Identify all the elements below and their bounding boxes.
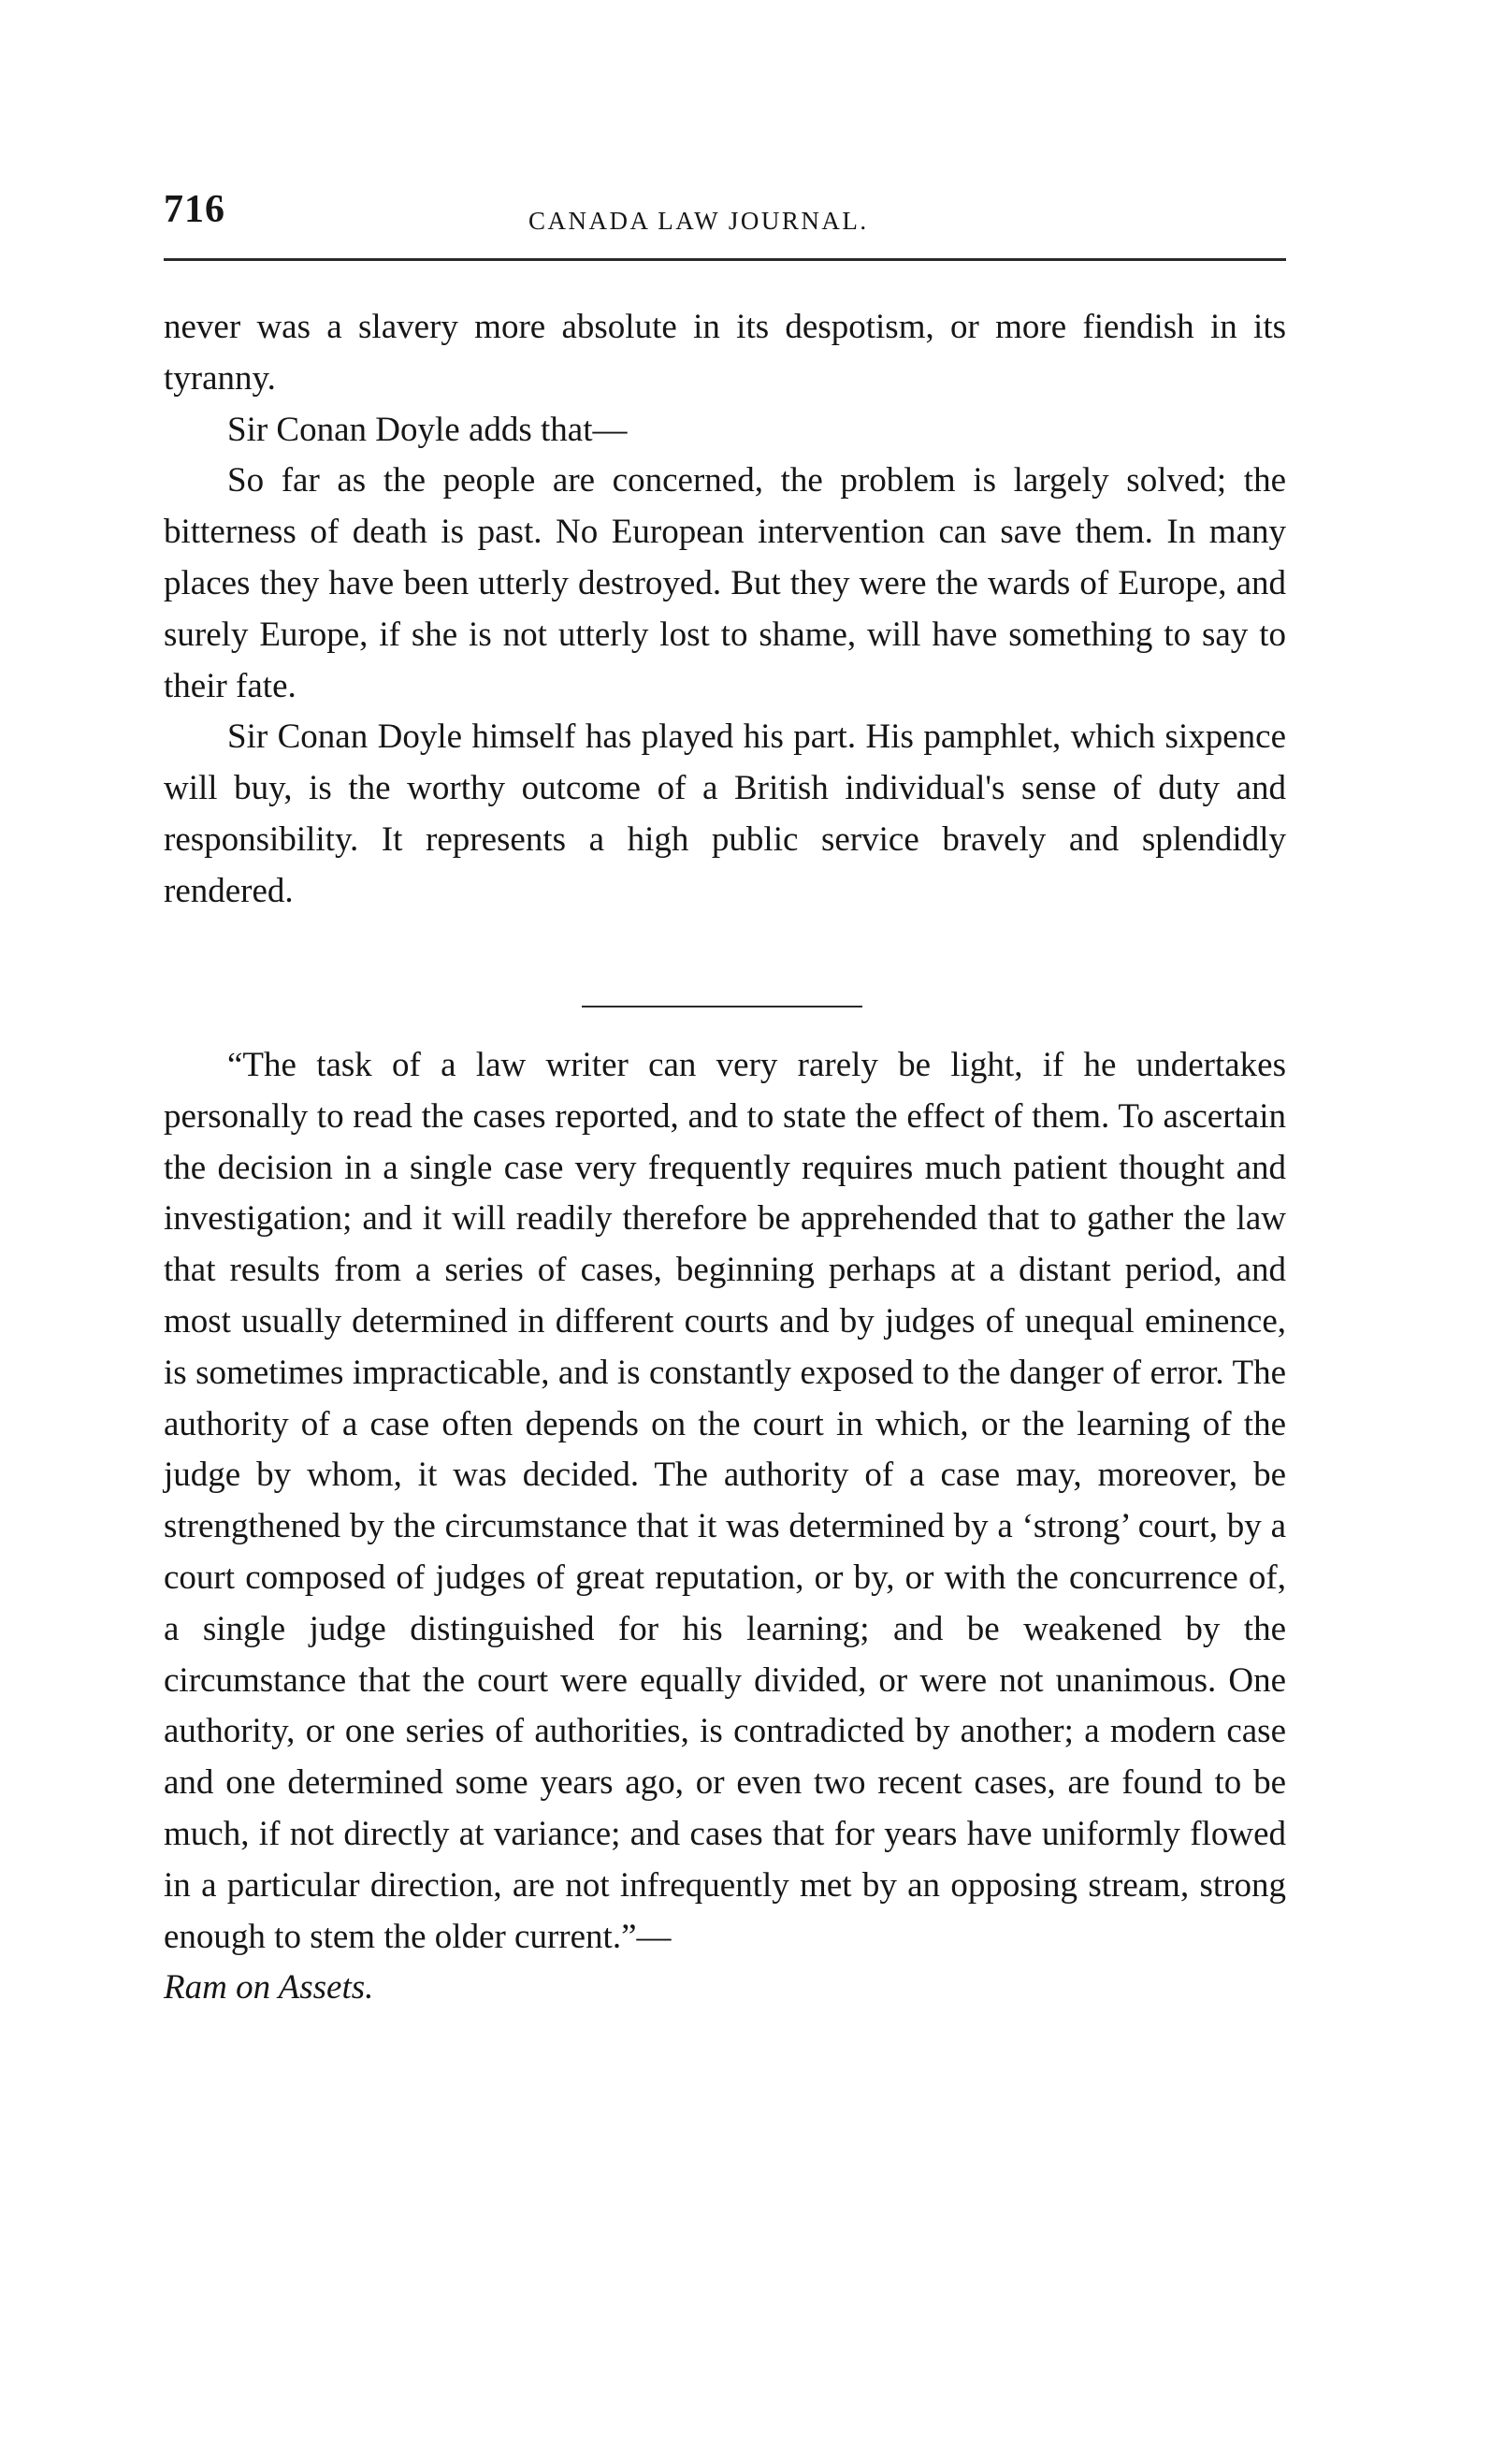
quote-text: “The task of a law writer can very rarely be light, if he undertakes personally to read the cases reported, and to state the effect of them. To ascertain the decision in a single case very frequently requires much patient thought and investigation; and it will readily therefore be apprehended that to gather the law that results from a series of cases, beginning perhaps at a distant period, and most usually determined in different courts and by judges of unequal eminence, is sometimes impracticable, and is constantly exposed to the danger of error. The authority of a case often depends on the court in which, or the learning of the judge by whom, it was decided. The authority of a case may, moreover, be strengthened by the circumstance that it was determined by a ‘strong’ court, by a court composed of judges of great reputation, or by, or with the concurrence of, a single judge distinguished for his learning; and be weakened by the circumstance that the court were equally divided, or were not unanimous. One authority, or one series of authorities, is contradicted by another; a modern case and one determined some years ago, or even two recent cases, are found to be much, if not directly at variance; and cases that for years have uniformly flowed in a particular direction, are not infrequently met by an opposing stream, strong enough to stem the older current.”—: [164, 1046, 1286, 1956]
paragraph-attribution: Sir Conan Doyle adds that—: [227, 410, 628, 449]
law-writer-quote: [164, 1040, 1286, 2014]
page-number: 716: [164, 188, 225, 231]
quote-citation: Ram on Assets.: [164, 1968, 374, 2007]
section-divider: [582, 1006, 862, 1007]
quote-paragraph: [164, 1040, 1286, 2014]
paragraph-quotation: So far as the people are concerned, the problem is largely solved; the bitterness of death is past. No European intervention can save them. In many places they have been utterly destroyed. But they were the wards of Europe, and surely Europe, if she is not utterly lost to shame, will have something to say to their fate.: [164, 461, 1286, 705]
header-rule: [164, 258, 1286, 261]
paragraph-closing: Sir Conan Doyle himself has played his part. His pamphlet, which sixpence will buy, is the worthy outcome of a British individual's sense of duty and responsibility. It represents a high public service bravely and splendidly rendered.: [164, 717, 1286, 910]
paragraph-continued: never was a slavery more absolute in its despotism, or more fiendish in its tyranny.: [164, 308, 1286, 398]
article-continuation: [164, 302, 1286, 918]
running-head: CANADA LAW JOURNAL.: [528, 207, 869, 235]
